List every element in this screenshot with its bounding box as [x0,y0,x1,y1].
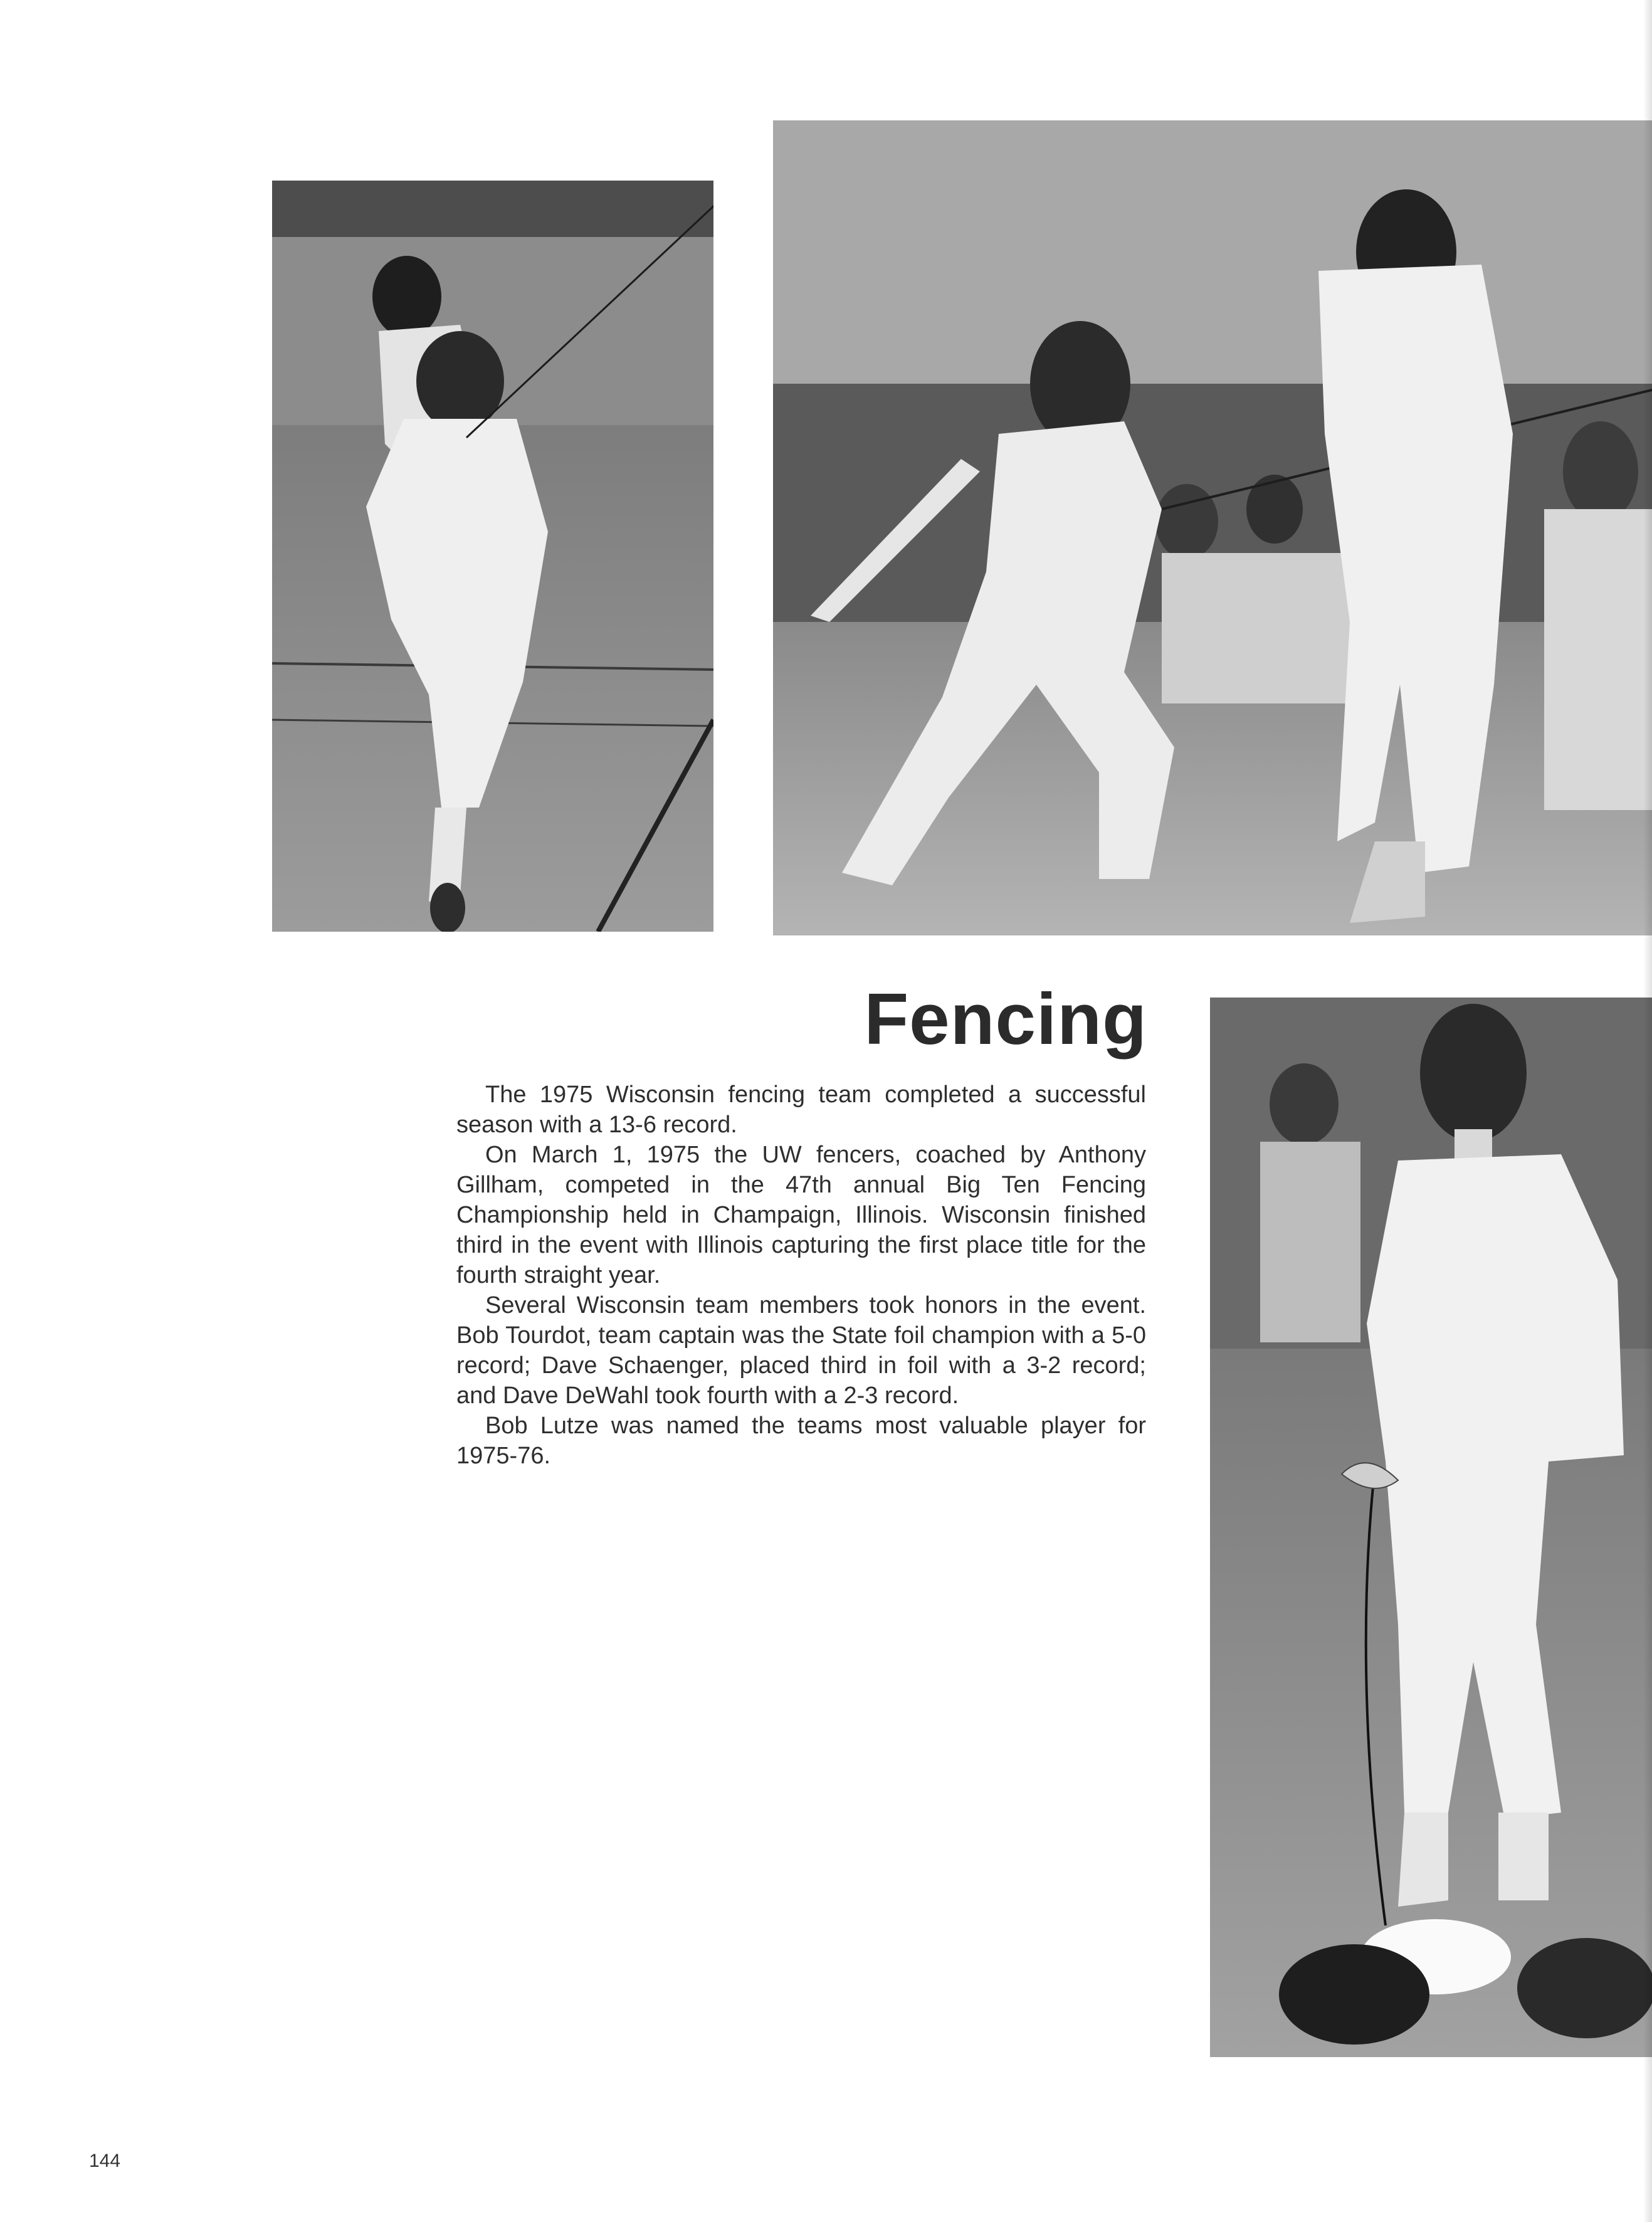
fencers-bout-image [272,181,713,932]
page-edge-shadow [1643,0,1652,2222]
fencing-photo-top-right [773,120,1652,935]
fencer-lunge-image [773,120,1652,935]
article-title: Fencing [864,978,1147,1060]
standing-fencer-image [1210,998,1652,2057]
article-paragraph: The 1975 Wisconsin fencing team completed a successful season with a 13-6 record. [456,1082,1146,1138]
article-body [456,1080,1146,1471]
fencing-photo-left [272,181,713,932]
fencing-photo-bottom-right [1210,998,1652,2057]
article-paragraph: Bob Lutze was named the teams most valuable player for 1975-76. [456,1413,1146,1469]
article-paragraph: On March 1, 1975 the UW fencers, coached by Anthony Gillham, competed in the 47th annual Big Ten Fencing Championship held in Champaign, Illinois. Wisconsin finished third in the event with Illinois capturing the first place title for the fourth straight year. [456,1142,1146,1288]
page-number: 144 [89,2151,121,2171]
article-paragraph: Several Wisconsin team members took honors in the event. Bob Tourdot, team captain was the State foil champion with a 5-0 record; Dave Schaenger, placed third in foil with a 3-2 record; and Dave DeWahl took fourth with a 2-3 record. [456,1292,1146,1409]
